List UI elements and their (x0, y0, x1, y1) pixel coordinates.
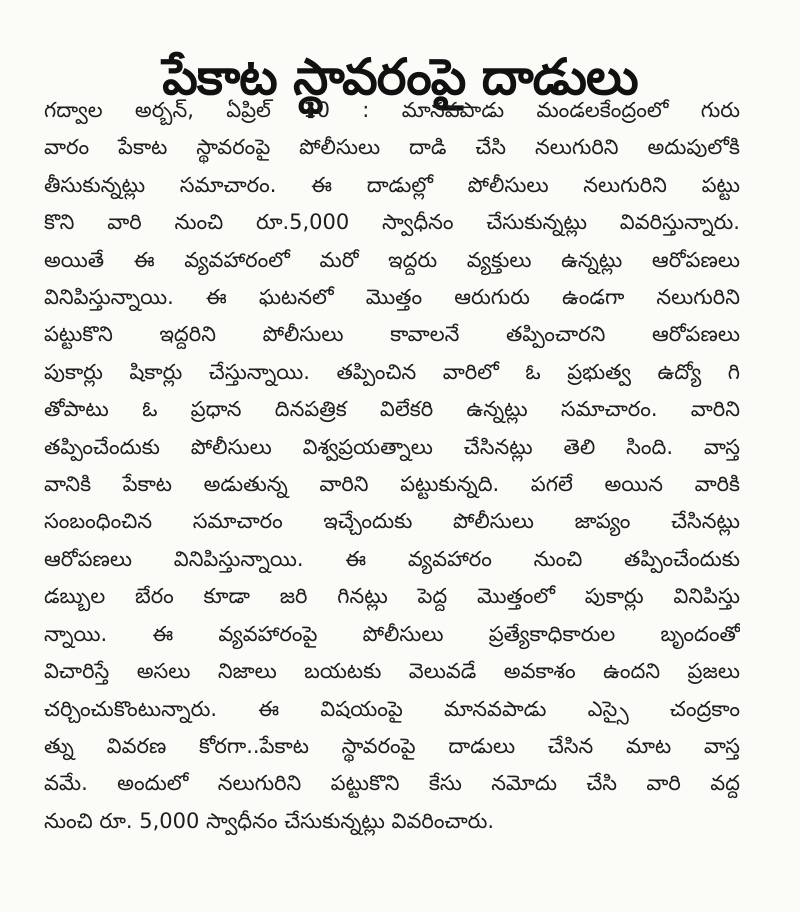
next-article-cutoff (0, 902, 800, 912)
article-line: న్నాయి. ఈ వ్యవహారంపై పోలీసులు ప్రత్యేకాధికారుల బృందంతో (44, 621, 740, 646)
article-line: డబ్బుల బేరం కూడా జరి గినట్లు పెద్ద మొత్తంలో పుకార్లు వినిపిస్తు (44, 584, 740, 609)
article-line: పుకార్లు షికార్లు చేస్తున్నాయి. తప్పించిన వారిలో ఓ ప్రభుత్వ ఉద్యో గి (44, 359, 740, 384)
article-line: గద్వాల అర్బన్, ఏప్రిల్ 10 : మానవపాడు మండలకేంద్రంలో గురు (44, 98, 740, 122)
article-line: వారం పేకాట స్థావరంపై పోలీసులు దాడి చేసి నలుగురిని అదుపులోకి (44, 135, 740, 160)
article-line: వానికి పేకాట అడుతున్న వారిని పట్టుకున్నది. పగలే అయిన వారికి (44, 472, 740, 497)
article-line: నుంచి రూ. 5,000 స్వాధీనం చేసుకున్నట్లు వివరించారు. (44, 808, 495, 833)
headline: పేకాట స్థావరంపై దాడులు (162, 47, 638, 106)
article-line: పట్టుకొని ఇద్దరిని పోలీసులు కావాలనే తప్పించారని ఆరోపణలు (44, 322, 740, 347)
previous-article-cutoff (0, 0, 800, 10)
article-line: తప్పించేందుకు పోలీసులు విశ్వప్రయత్నాలు చేసినట్లు తెలి సింది. వాస్త (44, 434, 740, 459)
article-line: కొని వారి నుంచి రూ.5,000 స్వాధీనం చేసుకున్నట్లు వివరిస్తున్నారు. (44, 210, 740, 235)
article-line: వినిపిస్తున్నాయి. ఈ ఘటనలో మొత్తం ఆరుగురు ఉండగా నలుగురిని (44, 285, 740, 310)
article-line: ఆరోపణలు వినిపిస్తున్నాయి. ఈ వ్యవహారం నుంచి తప్పించేందుకు (44, 546, 740, 571)
article-line: త్ను వివరణ కోరగా..పేకాట స్థావరంపై దాడులు చేసిన మాట వాస్త (44, 733, 740, 758)
article-line: అయితే ఈ వ్యవహారంలో మరో ఇద్దరు వ్యక్తులు ఉన్నట్లు ఆరోపణలు (44, 247, 740, 272)
article-line: చర్చించుకొంటున్నారు. ఈ విషయంపై మానవపాడు ఎస్సై చంద్రకాం (44, 696, 740, 721)
article-line: వమే. అందులో నలుగురిని పట్టుకొని కేసు నమోదు చేసి వారి వద్ద (44, 771, 740, 796)
article-line: తోపాటు ఓ ప్రధాన దినపత్రిక విలేకరి ఉన్నట్లు సమాచారం. వారిని (44, 397, 740, 422)
article-line: సంబంధించిన సమాచారం ఇచ్చేందుకు పోలీసులు జాప్యం చేసినట్లు (44, 509, 740, 534)
article-body (44, 92, 740, 840)
article-line: విచారిస్తే అసలు నిజాలు బయటకు వెలువడే అవకాశం ఉందని ప్రజలు (44, 659, 740, 684)
article-line: తీసుకున్నట్లు సమాచారం. ఈ దాడుల్లో పోలీసులు నలుగురిని పట్టు (44, 172, 740, 197)
